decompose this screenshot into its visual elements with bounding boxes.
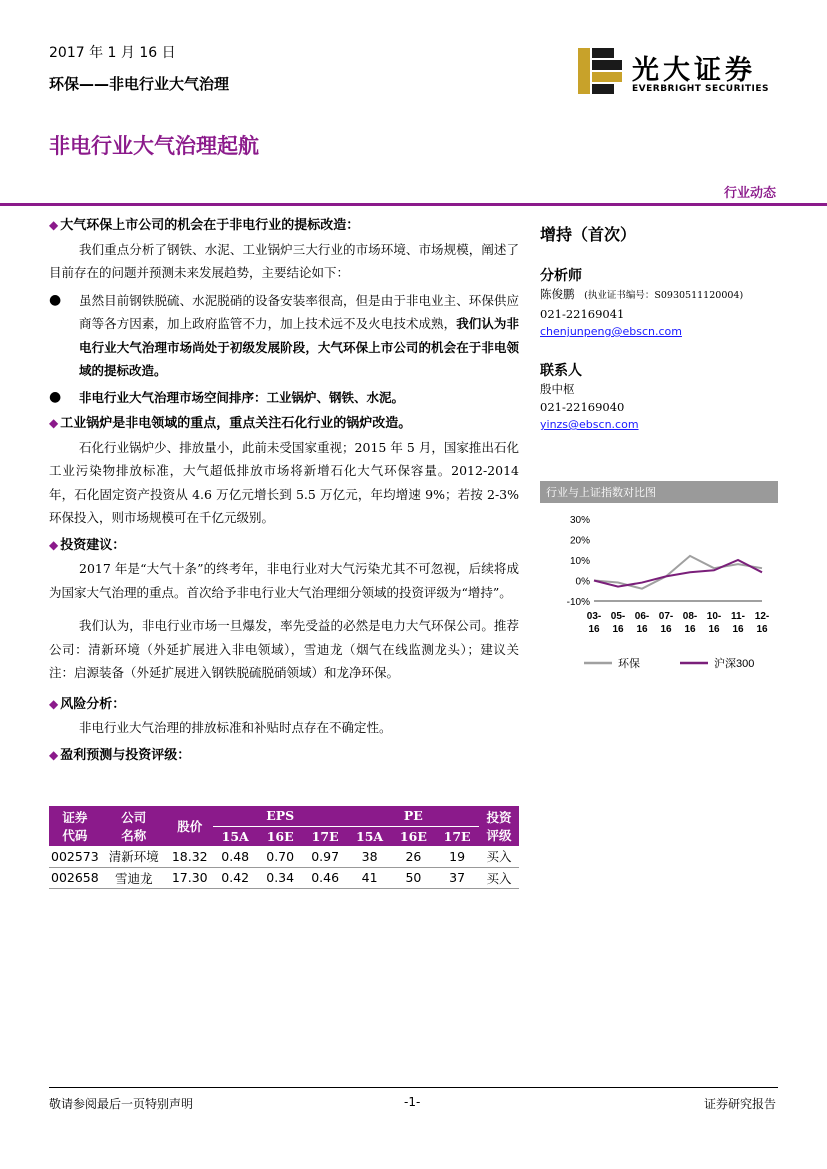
logo-mark-icon — [578, 48, 624, 94]
analyst-email-link[interactable]: chenjunpeng@ebscn.com — [540, 325, 682, 338]
th-pe: PE — [348, 806, 479, 826]
diamond-bullet-icon: ◆ — [49, 747, 59, 762]
table-row: 002573 清新环境 18.32 0.48 0.70 0.97 38 26 19 买入 — [49, 846, 519, 867]
diamond-bullet-icon: ◆ — [49, 416, 59, 430]
contact-email-link[interactable]: yinzs@ebscn.com — [540, 418, 639, 431]
y-tick-label: -10% — [566, 597, 590, 608]
logo-english-name: EVERBRIGHT SECURITIES — [632, 84, 769, 94]
x-tick-label: 06- — [634, 611, 650, 622]
table-row: 002658 雪迪龙 17.30 0.42 0.34 0.46 41 50 37 买入 — [49, 867, 519, 888]
paragraph: 我们认为，非电行业市场一旦爆发，率先受益的必然是电力大气环保公司。推荐公司：清新环境（外延扩展进入非电领域），雪迪龙（烟气在线监测龙头）；建议关注：启源装备（外延扩展进入钢铁脱硫脱硝领域）和龙净环保。 — [49, 618, 519, 680]
logo-chinese-name: 光大证券 — [632, 55, 756, 86]
th-year: 15A — [348, 826, 392, 846]
paragraph: 我们重点分析了钢铁、水泥、工业锅炉三大行业的市场环境、市场规模，阐述了目前存在的问题并预测未来发展趋势，主要结论如下： — [49, 241, 519, 280]
page-number: -1- — [404, 1095, 421, 1109]
x-tick-label: 03- — [586, 611, 602, 622]
diamond-bullet-icon: ◆ — [49, 218, 59, 232]
y-tick-label: 30% — [569, 515, 590, 526]
analyst-phone: 021-22169041 — [540, 307, 625, 321]
th-price: 股价 — [167, 806, 213, 846]
paragraph: 非电行业大气治理的排放标准和补贴时点存在不确定性。 — [79, 720, 392, 735]
x-tick-label: 16 — [684, 624, 696, 635]
y-tick-label: 20% — [569, 535, 590, 547]
section-heading: ◆ 投资建议： — [49, 534, 519, 558]
contact-name: 殷中枢 — [540, 382, 575, 396]
th-year: 17E — [435, 826, 479, 846]
th-name: 公司 名称 — [101, 806, 167, 846]
bullet-dot-icon: ● — [49, 291, 62, 308]
analyst-heading: 分析师 — [540, 268, 582, 284]
th-year: 15A — [213, 826, 258, 846]
x-tick-label: 16 — [732, 624, 744, 635]
th-rating: 投资 评级 — [479, 806, 519, 846]
paragraph: 石化行业锅炉少、排放量小，此前未受国家重视；2015 年 5 月，国家推出石化工业污染物排放标准，大气超低排放市场将新增石化大气环保容量。2012-2014 年，石化固定资产投资从 4.6 万亿元增长到 5.5 万亿元，年均增速 9%；若按 2-3%环保投入，则市场规模可在千亿元级别。 — [49, 439, 519, 525]
comparison-chart — [540, 481, 778, 682]
bullet-item: ● 虽然目前钢铁脱硫、水泥脱硝的设备安装率很高，但是由于非电业主、环保供应商等各方因素，加上政府监管不力，加上技术远不及火电技术成熟，我们认为非电行业大气治理市场尚处于初级发展阶段，大气环保上市公司的机会在于非电领域的提标改造。 — [49, 289, 519, 383]
footer-disclaimer: 敬请参阅最后一页特别声明 — [49, 1097, 194, 1111]
x-tick-label: 16 — [708, 624, 720, 635]
x-tick-label: 16 — [660, 624, 672, 635]
th-code: 证券 代码 — [49, 806, 101, 846]
company-logo — [578, 48, 624, 94]
footer-report-label: 证券研究报告 — [703, 1097, 776, 1111]
chart-svg — [540, 503, 778, 678]
section-heading: ◆ 风险分析： — [49, 693, 519, 717]
analyst-cert: (执业证书编号：S0930511120004) — [584, 290, 744, 301]
y-tick-label: 0% — [575, 576, 590, 588]
x-tick-label: 11- — [731, 611, 745, 622]
section-heading: ◆ 工业锅炉是非电领域的重点，重点关注石化行业的锅炉改造。 — [49, 412, 519, 436]
header-divider — [0, 203, 827, 206]
diamond-bullet-icon: ◆ — [49, 537, 59, 552]
contact-phone: 021-22169040 — [540, 400, 625, 414]
forecast-table — [49, 806, 519, 889]
report-type-label: 行业动态 — [723, 186, 776, 201]
x-tick-label: 16 — [636, 624, 648, 635]
legend-label: 环保 — [618, 658, 640, 670]
diamond-bullet-icon: ◆ — [49, 696, 59, 711]
legend-label: 沪深300 — [714, 658, 755, 670]
th-eps: EPS — [213, 806, 348, 826]
paragraph: 2017 年是“大气十条”的终考年，非电行业对大气污染尤其不可忽视，后续将成为国家大气治理的重点。首次给予非电行业大气治理细分领域的投资评级为“增持”。 — [49, 561, 519, 600]
report-title: 非电行业大气治理起航 — [49, 134, 259, 158]
x-tick-label: 07- — [658, 611, 674, 622]
x-tick-label: 16 — [756, 624, 768, 635]
th-year: 16E — [258, 826, 303, 846]
investment-rating: 增持（首次） — [540, 225, 637, 244]
th-year: 17E — [303, 826, 348, 846]
contact-heading: 联系人 — [540, 363, 582, 379]
x-tick-label: 08- — [682, 611, 698, 622]
bullet-item: ● 非电行业大气治理市场空间排序：工业锅炉、钢铁、水泥。 — [49, 386, 519, 410]
th-year: 16E — [392, 826, 436, 846]
x-tick-label: 10- — [706, 611, 722, 622]
x-tick-label: 12- — [754, 611, 770, 622]
section-heading: ◆ 大气环保上市公司的机会在于非电行业的提标改造： — [49, 214, 519, 238]
x-tick-label: 16 — [612, 624, 624, 635]
sector-label: 环保——非电行业大气治理 — [49, 75, 230, 93]
footer-divider — [49, 1087, 778, 1088]
chart-title: 行业与上证指数对比图 — [540, 481, 778, 503]
y-tick-label: 10% — [569, 556, 590, 567]
x-tick-label: 16 — [588, 624, 600, 635]
x-tick-label: 05- — [610, 611, 626, 622]
bullet-dot-icon: ● — [49, 388, 62, 405]
section-heading: ◆ 盈利预测与投资评级： — [49, 744, 519, 768]
analyst-name: 陈俊鹏 — [540, 287, 575, 301]
main-column — [49, 214, 519, 767]
report-date: 2017 年 1 月 16 日 — [49, 45, 176, 61]
sidebar — [540, 214, 780, 433]
